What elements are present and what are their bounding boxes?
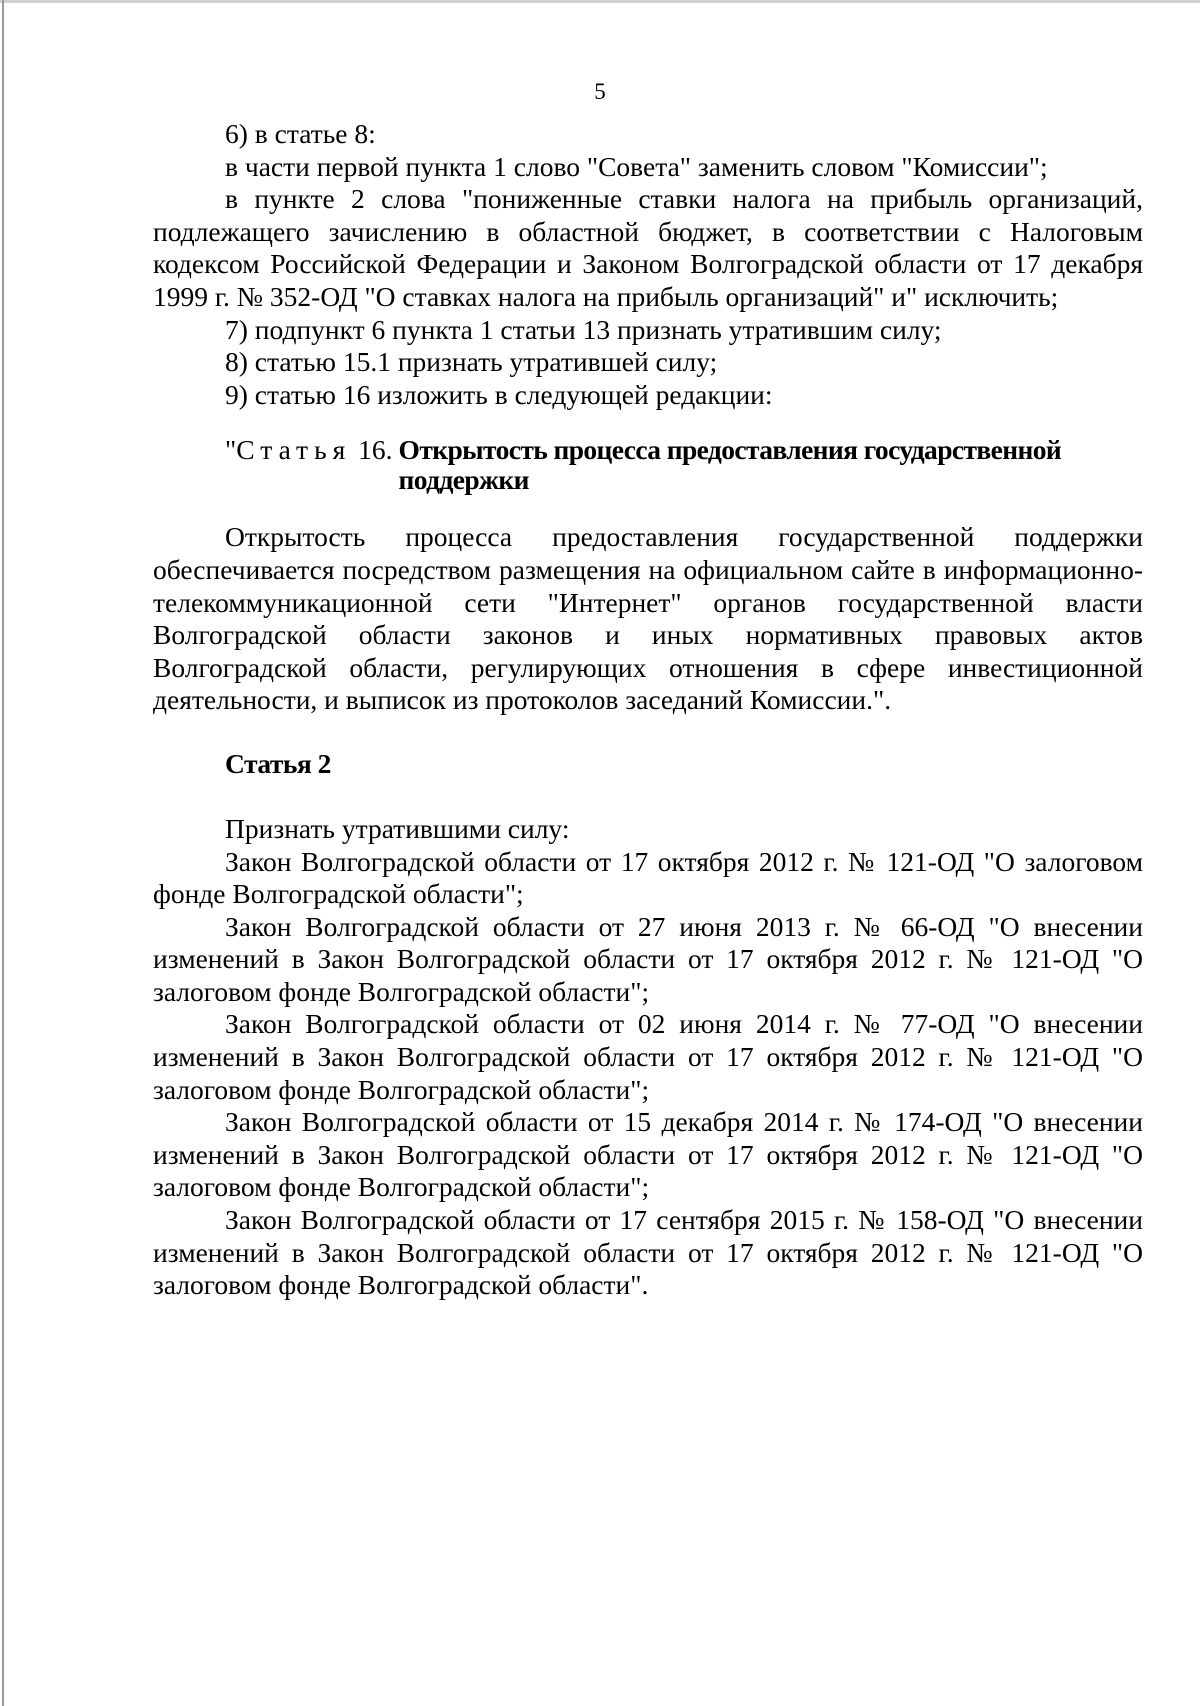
paragraph-article8-part1: в части первой пункта 1 слово "Совета" заменить словом "Комиссии"; bbox=[225, 150, 1048, 182]
page-number: 5 bbox=[594, 79, 606, 104]
paragraph-item-6: 6) в статье 8: bbox=[225, 118, 376, 149]
article2-law-174: Закон Волгоградской области от 15 декабря 2014 г. № 174-ОД "О внесении изменений в Закон Волгоградской области от 17 октября 2012 г. № 121-ОД "О залоговом фонде Волгоградской области"; bbox=[153, 1106, 1143, 1203]
article2-law-158: Закон Волгоградской области от 17 сентября 2015 г. № 158-ОД "О внесении изменений в Закон Волгоградской области от 17 октября 2012 г. № 121-ОД "О залоговом фонде Волгоградской области". bbox=[153, 1204, 1143, 1301]
paragraph-item-9: 9) статью 16 изложить в следующей редакции: bbox=[225, 378, 773, 410]
article16-label-number: 16. bbox=[351, 434, 393, 466]
article2-law-77: Закон Волгоградской области от 02 июня 2014 г. № 77-ОД "О внесении изменений в Закон Волгоградской области от 17 октября 2012 г. № 121-ОД "О залоговом фонде Волгоградской области"; bbox=[153, 1008, 1143, 1105]
scan-left-edge bbox=[2, 0, 4, 1706]
article2-heading: Статья 2 bbox=[225, 747, 331, 779]
paragraph-item-8: 8) статью 15.1 признать утратившей силу; bbox=[225, 346, 718, 378]
article16-heading bbox=[153, 411, 1143, 521]
article16-body: Открытость процесса предоставления государственной поддержки обеспечивается посредством размещения на официальном сайте в информационно-телекоммуникационной сети "Интернет" органов государственной власти Волгоградской области законов и иных нормативных правовых актов Волгоградской области, регулирующих отношения в сфере инвестиционной деятельности, и выписок из протоколов заседаний Комиссии.". bbox=[153, 521, 1143, 716]
scan-top-edge bbox=[0, 0, 1200, 3]
article16-label-word: Статья bbox=[236, 434, 352, 466]
article16-label bbox=[225, 435, 393, 495]
paragraph-item-7: 7) подпункт 6 пункта 1 статьи 13 признать утратившим силу; bbox=[225, 313, 942, 345]
paragraph-article8-point2: в пункте 2 слова "пониженные ставки налога на прибыль организаций, подлежащего зачислению в областной бюджет, в соответствии с Налоговым кодексом Российской Федерации и Законом Волгоградской области от 17 декабря 1999 г. № 352-ОД "О ставках налога на прибыль организаций" и" исключить; bbox=[153, 183, 1143, 312]
article2-law-121: Закон Волгоградской области от 17 октября 2012 г. № 121-ОД "О залоговом фонде Волгоградской области"; bbox=[153, 845, 1143, 910]
article2-intro: Признать утратившими силу: bbox=[225, 812, 570, 844]
article2-law-66: Закон Волгоградской области от 27 июня 2013 г. № 66-ОД "О внесении изменений в Закон Волгоградской области от 17 октября 2012 г. № 121-ОД "О залоговом фонде Волгоградской области"; bbox=[153, 910, 1143, 1007]
document-body bbox=[153, 118, 1143, 1302]
article16-quote: " bbox=[225, 434, 237, 466]
article16-title: Открытость процесса предоставления государственной поддержки bbox=[398, 434, 1062, 496]
